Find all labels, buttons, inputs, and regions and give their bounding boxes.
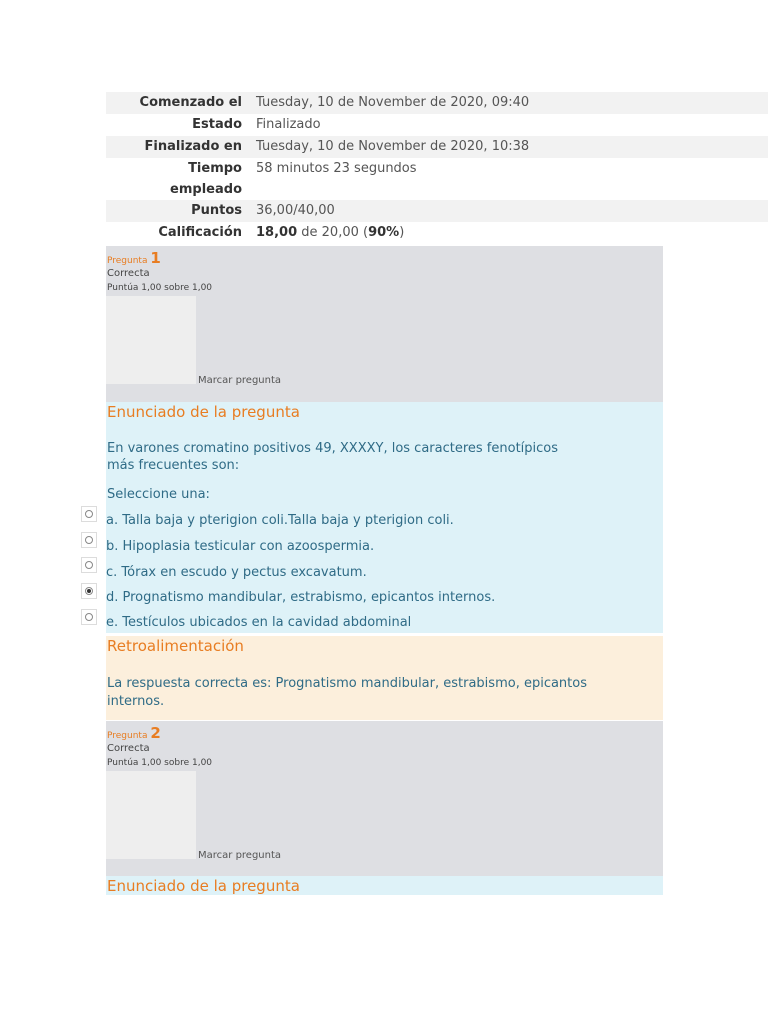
- question-text-heading: Enunciado de la pregunta: [107, 877, 300, 895]
- radio-dot: [85, 510, 93, 518]
- summary-value: Tuesday, 10 de November de 2020, 10:38: [256, 139, 530, 154]
- summary-label: Comenzado el: [139, 95, 242, 110]
- answer-prompt: Seleccione una:: [107, 487, 210, 502]
- question-grade: Puntúa 1,00 sobre 1,00: [107, 283, 213, 293]
- summary-label: Estado: [192, 117, 242, 132]
- summary-value: 36,00/40,00: [256, 203, 335, 218]
- summary-row-points: [106, 200, 768, 222]
- summary-value: 58 minutos 23 segundos: [256, 161, 417, 176]
- summary-label: Calificación: [158, 225, 242, 240]
- summary-label: Tiempo empleado: [170, 161, 242, 197]
- grade-of-text: de 20,00 (: [301, 225, 369, 240]
- question-text: En varones cromatino positivos 49, XXXXY, los caracteres fenotípicos más frecuentes son:: [107, 441, 559, 473]
- grade-percent: 90%: [368, 225, 400, 240]
- question-2-content: [106, 876, 663, 895]
- summary-row-finished: [106, 136, 768, 158]
- question-number: Pregunta 1: [107, 249, 161, 267]
- summary-value: Tuesday, 10 de November de 2020, 09:40: [256, 95, 530, 110]
- answer-option-c[interactable]: c. Tórax en escudo y pectus excavatum.: [106, 565, 367, 580]
- summary-label: Finalizado en: [144, 139, 242, 154]
- answer-option-a[interactable]: a. Talla baja y pterigion coli.Talla baja y pterigion coli.: [106, 513, 454, 528]
- answer-option-e[interactable]: e. Testículos ubicados en la cavidad abdominal: [106, 615, 412, 630]
- radio-dot: [85, 536, 93, 544]
- question-grade: Puntúa 1,00 sobre 1,00: [107, 758, 213, 768]
- question-number: Pregunta 2: [107, 724, 161, 742]
- summary-label: Puntos: [191, 203, 242, 218]
- summary-row-started: [106, 92, 768, 114]
- answer-radio-d[interactable]: [81, 583, 97, 599]
- feedback-block: [106, 636, 663, 720]
- question-state: Correcta: [107, 743, 150, 754]
- question-1-content: [106, 402, 663, 633]
- question-2-info: [106, 721, 663, 876]
- feedback-heading: Retroalimentación: [107, 637, 244, 655]
- grade-close: ): [399, 225, 405, 240]
- radio-dot: [85, 613, 93, 621]
- flag-question-link[interactable]: Marcar pregunta: [198, 375, 282, 386]
- summary-value: Finalizado: [256, 117, 321, 132]
- question-1-info: [106, 246, 663, 402]
- flag-box: [106, 771, 196, 859]
- grade-value: [250, 222, 768, 244]
- answer-option-d[interactable]: d. Prognatismo mandibular, estrabismo, epicantos internos.: [106, 590, 496, 605]
- feedback-text: La respuesta correcta es: Prognatismo mandibular, estrabismo, epicantos internos.: [107, 676, 587, 709]
- answer-option-b[interactable]: b. Hipoplasia testicular con azoospermia.: [106, 539, 375, 554]
- flag-box: [106, 296, 196, 384]
- radio-dot: [85, 587, 93, 595]
- flag-question-link[interactable]: Marcar pregunta: [198, 850, 282, 861]
- attempt-summary-table: [106, 92, 768, 244]
- summary-row-state: [106, 114, 768, 136]
- grade-score: 18,00: [256, 225, 298, 240]
- question-text-heading: Enunciado de la pregunta: [107, 403, 300, 421]
- answer-radio-e[interactable]: [81, 609, 97, 625]
- summary-row-time-taken: [106, 158, 768, 200]
- summary-row-grade: [106, 222, 768, 244]
- answer-radio-c[interactable]: [81, 557, 97, 573]
- question-state: Correcta: [107, 268, 150, 279]
- answer-radio-b[interactable]: [81, 532, 97, 548]
- answer-radio-a[interactable]: [81, 506, 97, 522]
- radio-dot: [85, 561, 93, 569]
